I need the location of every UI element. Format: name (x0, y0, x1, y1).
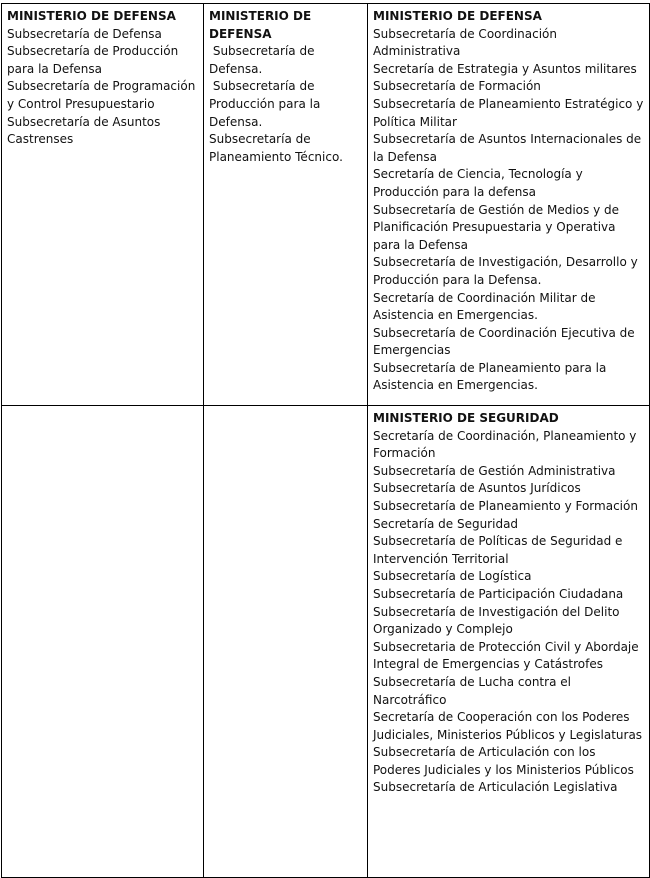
list-item: Subsecretaría de Investigación, Desarrollo y Producción para la Defensa. (373, 255, 638, 287)
list-item: Subsecretaria de Protección Civil y Abordaje Integral de Emergencias y Catástrofes (373, 639, 639, 672)
ministry-title: MINISTERIO DE DEFENSA (7, 9, 176, 23)
cell-col3-seguridad (368, 406, 650, 878)
cell-col3-defensa (368, 4, 650, 406)
ministry-title: MINISTERIO DE SEGURIDAD (373, 411, 559, 425)
list-item: Subsecretaría de Articulación Legislativa (373, 780, 618, 795)
list-item: Subsecretaría de Asuntos Internacionales de la Defensa (373, 132, 642, 164)
list-item: Subsecretaría de Producción para la Defensa (7, 44, 179, 76)
list-item: Subsecretaría de Planeamiento para la Asistencia en Emergencias. (373, 360, 607, 393)
list-item: Subsecretaría de Formación (373, 79, 541, 94)
list-item: Subsecretaría de Logística (373, 569, 532, 584)
list-item: Subsecretaría de Planeamiento Estratégico y Política Militar (373, 96, 644, 129)
list-item: Subsecretaría de Planeamiento y Formación (373, 498, 638, 513)
list-item: Subsecretaría de Coordinación Ejecutiva de Emergencias (373, 325, 635, 358)
ministry-title: MINISTERIO DE DEFENSA (209, 9, 312, 41)
ministries-table (1, 3, 650, 878)
table-row (2, 4, 650, 406)
list-item: Subsecretaría de Coordinación Administrativa (373, 26, 558, 59)
cell-col2-empty (204, 406, 368, 878)
ministry-title: MINISTERIO DE DEFENSA (373, 9, 542, 23)
cell-col2-defensa (204, 4, 368, 406)
list-item: Subsecretaría de Participación Ciudadana (373, 586, 624, 601)
list-item: Secretaría de Ciencia, Tecnología y Producción para la defensa (373, 167, 583, 199)
list-item: Subsecretaría de Producción para la Defensa. (209, 79, 325, 129)
list-item: Subsecretaría de Investigación del Delito Organizado y Complejo (373, 604, 620, 637)
list-item: Subsecretaría de Asuntos Castrenses (7, 114, 161, 147)
list-item: Secretaría de Coordinación, Planeamiento y Formación (373, 428, 637, 461)
list-item: Subsecretaría de Lucha contra el Narcotráfico (373, 674, 571, 707)
list-item: Subsecretaría de Gestión de Medios y de Planificación Presupuestaria y Operativa para la Defensa (373, 202, 619, 252)
list-item: Subsecretaría de Políticas de Seguridad e Intervención Territorial (373, 534, 623, 566)
list-item: Secretaría de Seguridad (373, 516, 519, 531)
list-item: Subsecretaría de Gestión Administrativa (373, 463, 616, 478)
list-item: Secretaría de Cooperación con los Poderes Judiciales, Ministerios Públicos y Legislaturas (373, 710, 643, 742)
table-row (2, 406, 650, 878)
cell-col1-defensa (2, 4, 204, 406)
list-item: Subsecretaría de Programación y Control Presupuestario (7, 79, 196, 111)
list-item: Subsecretaría de Defensa. (209, 44, 319, 76)
list-item: Subsecretaría de Planeamiento Técnico. (209, 132, 343, 164)
list-item: Subsecretaría de Asuntos Jurídicos (373, 481, 581, 496)
list-item: Secretaría de Coordinación Militar de Asistencia en Emergencias. (373, 290, 596, 323)
cell-col1-empty (2, 406, 204, 878)
list-item: Subsecretaría de Articulación con los Poderes Judiciales y los Ministerios Públicos (373, 745, 634, 777)
list-item: Secretaría de Estrategia y Asuntos militares (373, 61, 637, 76)
list-item: Subsecretaría de Defensa (7, 26, 162, 41)
